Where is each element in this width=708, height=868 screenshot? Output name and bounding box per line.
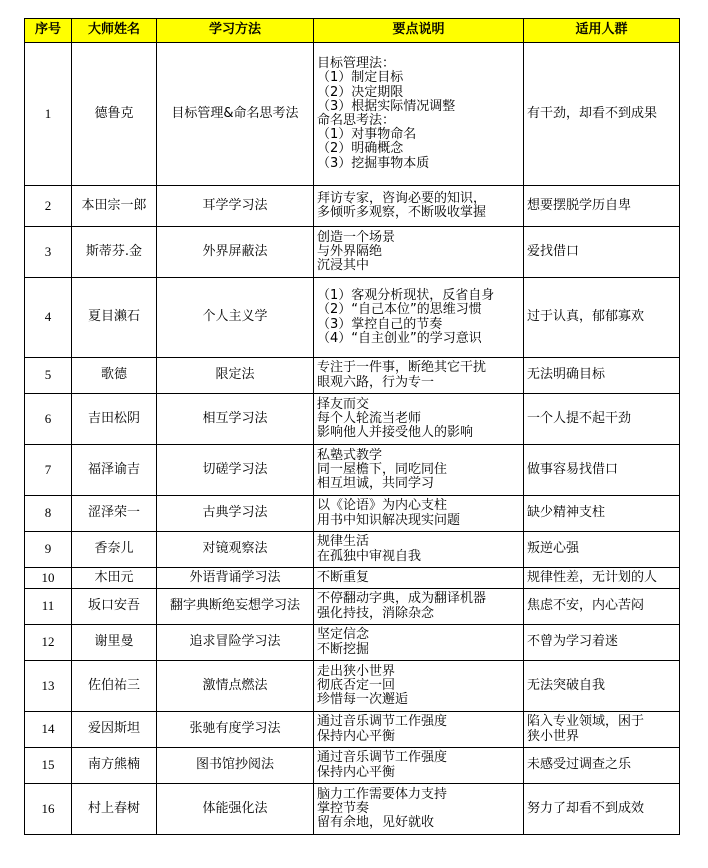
cell-audience (524, 278, 680, 358)
key-point-line: 走出狭小世界 (317, 663, 396, 679)
key-point-line: 以《论语》为内心支柱 (317, 498, 448, 514)
cell-audience (524, 712, 680, 748)
audience-line: 无法突破自我 (527, 677, 606, 693)
cell-method: 切磋学习法 (157, 445, 314, 496)
cell-method: 古典学习法 (157, 496, 314, 532)
cell-master-name: 佐伯祐三 (72, 661, 157, 712)
cell-key-points (314, 227, 524, 278)
key-point-line: 规律生活 (317, 534, 370, 550)
cell-audience (524, 568, 680, 589)
table-body (25, 43, 680, 835)
cell-audience (524, 496, 680, 532)
cell-master-name: 爱因斯坦 (72, 712, 157, 748)
key-point-line: 用书中知识解决现实问题 (317, 512, 461, 528)
audience-line: 做事容易找借口 (527, 461, 619, 477)
cell-method: 体能强化法 (157, 784, 314, 835)
cell-key-points (314, 532, 524, 568)
cell-key-points (314, 186, 524, 227)
table-row (25, 394, 680, 445)
key-point-line: 通过音乐调节工作强度 (317, 750, 448, 766)
key-point-line: （2）决定期限 (317, 84, 404, 100)
cell-key-points (314, 278, 524, 358)
cell-method: 激情点燃法 (157, 661, 314, 712)
audience-line: 过于认真，郁郁寡欢 (527, 309, 645, 325)
key-point-line: （2）“自己本位”的思维习惯 (317, 302, 482, 318)
key-point-line: 同一屋檐下，同吃同住 (317, 461, 448, 477)
table-row (25, 568, 680, 589)
table-row (25, 43, 680, 186)
cell-audience (524, 186, 680, 227)
cell-no: 16 (25, 784, 72, 835)
cell-no: 8 (25, 496, 72, 532)
cell-audience (524, 661, 680, 712)
cell-no: 3 (25, 227, 72, 278)
key-point-line: 珍惜每一次邂逅 (317, 692, 409, 708)
key-point-line: （3）挖掘事物本质 (317, 155, 430, 171)
key-point-line: （1）对事物命名 (317, 127, 417, 143)
cell-audience (524, 43, 680, 186)
key-point-line: 与外界隔绝 (317, 243, 383, 259)
cell-no: 9 (25, 532, 72, 568)
key-point-line: 创造一个场景 (317, 229, 396, 245)
header-no: 序号 (25, 19, 72, 43)
cell-key-points (314, 568, 524, 589)
audience-line: 狭小世界 (527, 728, 580, 744)
table-row (25, 712, 680, 748)
cell-master-name: 香奈儿 (72, 532, 157, 568)
key-point-line: 在孤独中审视自我 (317, 548, 422, 564)
audience-line: 一个人提不起干劲 (527, 410, 632, 426)
key-point-line: 目标管理法： (317, 56, 396, 72)
key-point-line: 专注于一件事，断绝其它干扰 (317, 360, 487, 376)
cell-key-points (314, 358, 524, 394)
cell-method: 图书馆抄阅法 (157, 748, 314, 784)
audience-line: 爱找借口 (527, 243, 580, 259)
cell-audience (524, 394, 680, 445)
table-row (25, 748, 680, 784)
header-points: 要点说明 (314, 19, 524, 43)
key-point-line: （3）掌控自己的节奏 (317, 316, 443, 332)
key-point-line: 保持内心平衡 (317, 728, 396, 744)
cell-master-name: 歌德 (72, 358, 157, 394)
key-point-line: 相互坦诚，共同学习 (317, 476, 435, 492)
table-row (25, 445, 680, 496)
cell-audience (524, 358, 680, 394)
cell-master-name: 坂口安吾 (72, 589, 157, 625)
cell-no: 13 (25, 661, 72, 712)
table-row (25, 625, 680, 661)
key-point-line: 择友而交 (317, 396, 370, 412)
cell-master-name: 村上春树 (72, 784, 157, 835)
key-point-line: （2）明确概念 (317, 141, 404, 157)
header-name: 大师姓名 (72, 19, 157, 43)
table-row (25, 186, 680, 227)
table-row (25, 227, 680, 278)
cell-key-points (314, 661, 524, 712)
cell-no: 14 (25, 712, 72, 748)
cell-method: 个人主义学 (157, 278, 314, 358)
cell-no: 11 (25, 589, 72, 625)
table-row (25, 784, 680, 835)
cell-master-name: 木田元 (72, 568, 157, 589)
cell-key-points (314, 445, 524, 496)
cell-audience (524, 532, 680, 568)
cell-key-points (314, 496, 524, 532)
cell-master-name: 福泽谕吉 (72, 445, 157, 496)
audience-line: 无法明确目标 (527, 367, 606, 383)
cell-audience (524, 227, 680, 278)
cell-master-name: 本田宗一郎 (72, 186, 157, 227)
key-point-line: （4）“自主创业”的学习意识 (317, 330, 482, 346)
table-row (25, 496, 680, 532)
cell-no: 10 (25, 568, 72, 589)
cell-method: 张驰有度学习法 (157, 712, 314, 748)
cell-method: 追求冒险学习法 (157, 625, 314, 661)
cell-master-name: 南方熊楠 (72, 748, 157, 784)
cell-master-name: 德鲁克 (72, 43, 157, 186)
key-point-line: 私塾式教学 (317, 447, 383, 463)
key-point-line: 命名思考法： (317, 113, 396, 128)
cell-key-points (314, 394, 524, 445)
cell-key-points (314, 712, 524, 748)
learning-methods-table (24, 18, 680, 835)
cell-master-name: 夏目濑石 (72, 278, 157, 358)
header-method: 学习方法 (157, 19, 314, 43)
key-point-line: 眼观六路，行为专一 (317, 374, 435, 390)
audience-line: 努力了却看不到成效 (527, 800, 645, 816)
key-point-line: 影响他人并接受他人的影响 (317, 425, 474, 441)
table-row (25, 661, 680, 712)
cell-audience (524, 589, 680, 625)
cell-master-name: 斯蒂芬.金 (72, 227, 157, 278)
key-point-line: 保持内心平衡 (317, 764, 396, 780)
cell-method: 外语背诵学习法 (157, 568, 314, 589)
audience-line: 有干劲，却看不到成果 (527, 105, 658, 121)
cell-no: 6 (25, 394, 72, 445)
key-point-line: 通过音乐调节工作强度 (317, 714, 448, 730)
cell-master-name: 涩泽荣一 (72, 496, 157, 532)
cell-key-points (314, 748, 524, 784)
cell-key-points (314, 784, 524, 835)
key-point-line: （3）根据实际情况调整 (317, 98, 456, 114)
cell-key-points (314, 43, 524, 186)
audience-line: 叛逆心强 (527, 541, 580, 557)
cell-no: 4 (25, 278, 72, 358)
cell-audience (524, 625, 680, 661)
cell-no: 7 (25, 445, 72, 496)
audience-line: 想要摆脱学历自卑 (527, 197, 632, 213)
key-point-line: 多倾听多观察，不断吸收掌握 (317, 205, 487, 220)
cell-method: 耳学学习法 (157, 186, 314, 227)
cell-audience (524, 784, 680, 835)
key-point-line: 留有余地，见好就收 (317, 815, 435, 831)
key-point-line: 拜访专家，咨询必要的知识， (317, 190, 487, 206)
cell-master-name: 吉田松阴 (72, 394, 157, 445)
table-row (25, 278, 680, 358)
cell-no: 12 (25, 625, 72, 661)
key-point-line: （1）客观分析现状，反省自身 (317, 288, 495, 304)
key-point-line: 彻底否定一回 (317, 677, 396, 693)
key-point-line: 不断挖掘 (317, 641, 370, 657)
key-point-line: 强化持技，消除杂念 (317, 605, 435, 621)
table-row (25, 532, 680, 568)
cell-no: 2 (25, 186, 72, 227)
audience-line: 规律性差，无计划的人 (527, 569, 658, 585)
cell-key-points (314, 625, 524, 661)
audience-line: 不曾为学习着迷 (527, 634, 619, 650)
header-audience: 适用人群 (524, 19, 680, 43)
audience-line: 缺少精神支柱 (527, 505, 606, 521)
audience-line: 陷入专业领域，困于 (527, 714, 645, 730)
key-point-line: 掌控节奏 (317, 800, 370, 816)
cell-audience (524, 748, 680, 784)
cell-method: 对镜观察法 (157, 532, 314, 568)
table-row (25, 358, 680, 394)
key-point-line: 每个人轮流当老师 (317, 410, 422, 426)
cell-no: 5 (25, 358, 72, 394)
cell-method: 限定法 (157, 358, 314, 394)
cell-no: 15 (25, 748, 72, 784)
cell-audience (524, 445, 680, 496)
key-point-line: （1）制定目标 (317, 70, 404, 86)
cell-method: 相互学习法 (157, 394, 314, 445)
key-point-line: 坚定信念 (317, 627, 370, 643)
header-row (25, 19, 680, 43)
key-point-line: 不停翻动字典，成为翻译机器 (317, 591, 487, 607)
audience-line: 未感受过调查之乐 (527, 757, 632, 773)
key-point-line: 脑力工作需要体力支持 (317, 786, 448, 802)
cell-method: 目标管理&命名思考法 (157, 43, 314, 186)
cell-method: 翻字典断绝妄想学习法 (157, 589, 314, 625)
key-point-line: 沉浸其中 (317, 258, 370, 274)
cell-key-points (314, 589, 524, 625)
key-point-line: 不断重复 (317, 569, 370, 585)
cell-method: 外界屏蔽法 (157, 227, 314, 278)
cell-no: 1 (25, 43, 72, 186)
cell-master-name: 谢里曼 (72, 625, 157, 661)
audience-line: 焦虑不安，内心苦闷 (527, 598, 645, 614)
table-row (25, 589, 680, 625)
